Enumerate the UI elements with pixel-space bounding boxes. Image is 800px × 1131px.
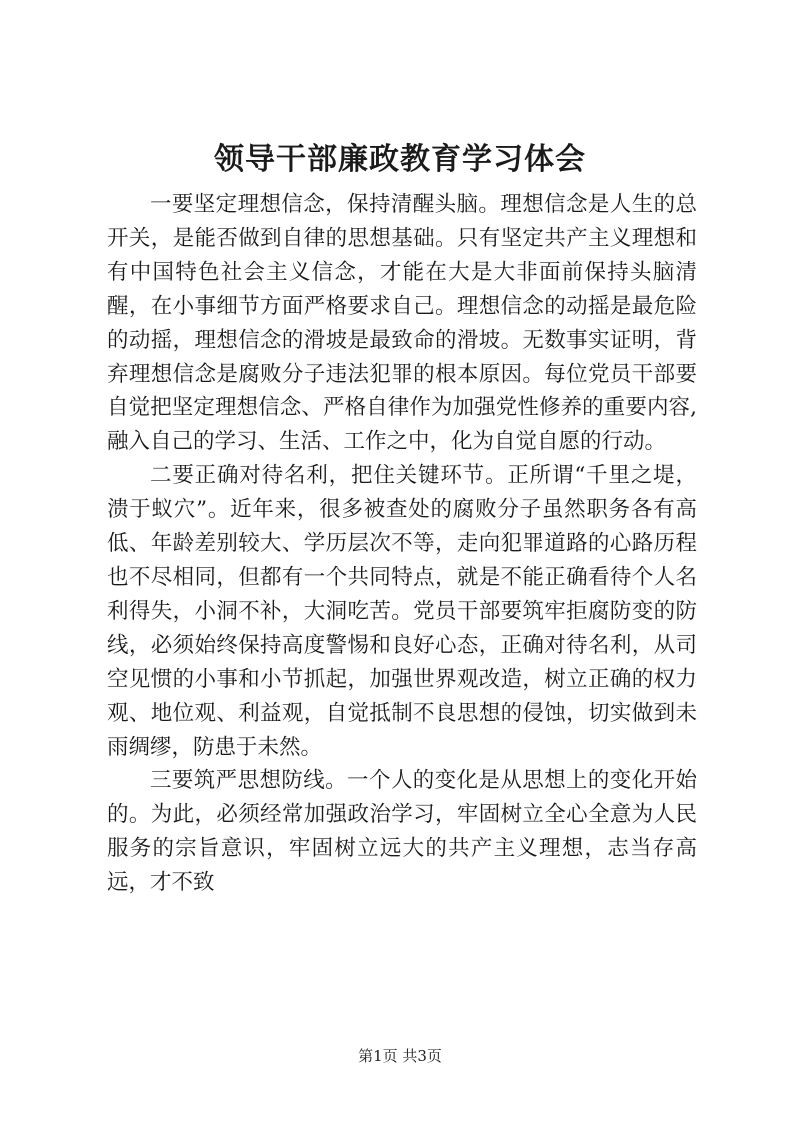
paragraph-3: 三要筑严思想防线。一个人的变化是从思想上的变化开始的。为此，必须经常加强政治学习，牢固树立全心全意为人民服务的宗旨意识，牢固树立远大的共产主义理想，志当存高远，才不致 [107, 768, 697, 896]
page-footer: 第1页 共3页 [358, 1047, 442, 1065]
document-body [107, 188, 697, 900]
paragraph-1: 一要坚定理想信念，保持清醒头脑。理想信念是人生的总开关，是能否做到自律的思想基础。只有坚定共产主义理想和有中国特色社会主义信念，才能在大是大非面前保持头脑清醒，在小事细节方面严格要求自己。理想信念的动摇是最危险的动摇，理想信念的滑坡是最致命的滑坡。无数事实证明，背弃理想信念是腐败分子违法犯罪的根本原因。每位党员干部要自觉把坚定理想信念、严格自律作为加强党性修养的重要内容,融入自己的学习、生活、工作之中，化为自觉自愿的行动。 [107, 192, 697, 455]
document-title: 领导干部廉政教育学习体会 [214, 142, 586, 177]
paragraph-2: 二要正确对待名利，把住关键环节。正所谓“千里之堤，溃于蚁穴”。近年来，很多被查处的腐败分子虽然职务各有高低、年龄差别较大、学历层次不等，走向犯罪道路的心路历程也不尽相同，但都有一个共同特点，就是不能正确看待个人名利得失，小洞不补，大洞吃苦。党员干部要筑牢拒腐防变的防线，必须始终保持高度警惕和良好心态，正确对待名利，从司空见惯的小事和小节抓起，加强世界观改造，树立正确的权力观、地位观、利益观，自觉抵制不良思想的侵蚀，切实做到未雨绸缪，防患于未然。 [107, 463, 697, 760]
